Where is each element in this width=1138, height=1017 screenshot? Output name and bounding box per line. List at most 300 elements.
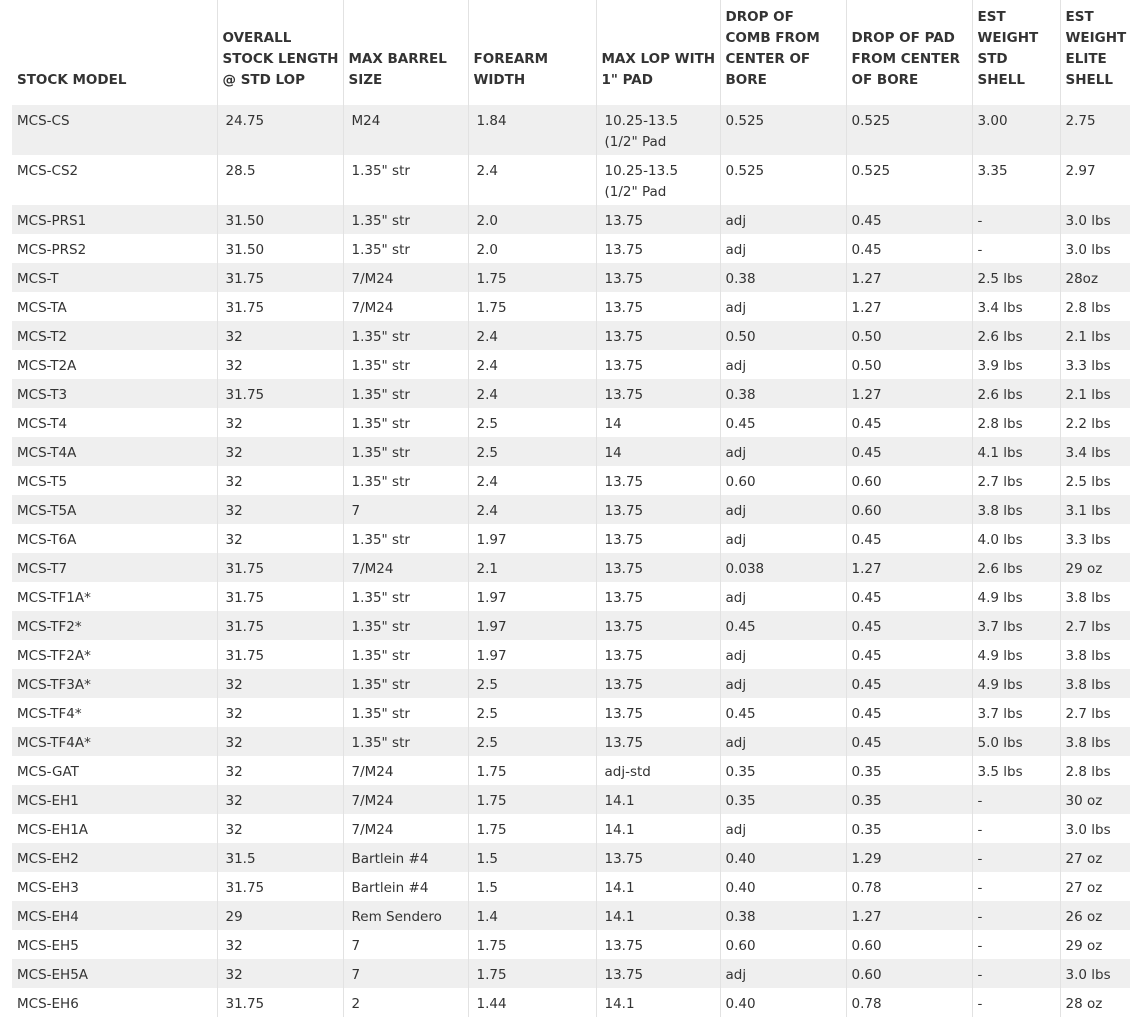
cell-stock-model: MCS-T5 [12, 466, 217, 495]
cell-barrel-size: 7/M24 [343, 814, 468, 843]
cell-drop-of-comb: 0.60 [720, 466, 846, 495]
cell-max-lop: 13.75 [596, 553, 720, 582]
cell-weight-elite: 3.3 lbs [1060, 524, 1130, 553]
cell-stock-model: MCS-TF2A* [12, 640, 217, 669]
cell-drop-of-comb: adj [720, 959, 846, 988]
table-row [12, 901, 1130, 930]
cell-weight-std: 2.6 lbs [972, 553, 1060, 582]
cell-max-lop: 14 [596, 408, 720, 437]
cell-drop-of-pad: 0.45 [846, 437, 972, 466]
table-row [12, 553, 1130, 582]
cell-stock-model: MCS-TA [12, 292, 217, 321]
cell-max-lop: 13.75 [596, 292, 720, 321]
cell-stock-model: MCS-T2 [12, 321, 217, 350]
table-row [12, 959, 1130, 988]
cell-overall-length: 31.75 [217, 872, 343, 901]
cell-drop-of-pad: 0.45 [846, 205, 972, 234]
cell-max-lop: 13.75 [596, 611, 720, 640]
cell-overall-length: 32 [217, 930, 343, 959]
cell-forearm-width: 2.5 [468, 669, 596, 698]
cell-max-lop: 13.75 [596, 350, 720, 379]
cell-max-lop: 14.1 [596, 785, 720, 814]
cell-weight-std: 2.6 lbs [972, 379, 1060, 408]
cell-weight-elite: 2.7 lbs [1060, 698, 1130, 727]
cell-stock-model: MCS-EH1 [12, 785, 217, 814]
cell-drop-of-pad: 0.45 [846, 234, 972, 263]
cell-barrel-size: 7/M24 [343, 263, 468, 292]
cell-barrel-size: Rem Sendero [343, 901, 468, 930]
cell-drop-of-pad: 0.45 [846, 669, 972, 698]
cell-barrel-size: Bartlein #4 [343, 843, 468, 872]
cell-weight-std: 4.9 lbs [972, 669, 1060, 698]
cell-weight-elite: 28oz [1060, 263, 1130, 292]
cell-weight-elite: 3.0 lbs [1060, 959, 1130, 988]
cell-drop-of-pad: 1.29 [846, 843, 972, 872]
cell-drop-of-comb: 0.50 [720, 321, 846, 350]
cell-barrel-size: 1.35" str [343, 155, 468, 205]
cell-max-lop: 13.75 [596, 234, 720, 263]
cell-weight-elite: 2.1 lbs [1060, 321, 1130, 350]
cell-drop-of-comb: 0.38 [720, 263, 846, 292]
cell-stock-model: MCS-CS [12, 105, 217, 155]
cell-weight-elite: 3.3 lbs [1060, 350, 1130, 379]
cell-overall-length: 32 [217, 959, 343, 988]
cell-barrel-size: 1.35" str [343, 379, 468, 408]
cell-weight-std: - [972, 901, 1060, 930]
cell-barrel-size: 1.35" str [343, 466, 468, 495]
header-max-barrel-size: MAX BARREL SIZE [343, 0, 468, 105]
cell-weight-std: - [972, 959, 1060, 988]
cell-stock-model: MCS-CS2 [12, 155, 217, 205]
cell-drop-of-pad: 0.45 [846, 524, 972, 553]
cell-stock-model: MCS-T3 [12, 379, 217, 408]
table-row [12, 524, 1130, 553]
cell-forearm-width: 1.44 [468, 988, 596, 1017]
cell-max-lop: 10.25-13.5 (1/2" Pad [596, 105, 720, 155]
cell-forearm-width: 1.5 [468, 872, 596, 901]
cell-weight-elite: 3.8 lbs [1060, 727, 1130, 756]
table-row [12, 582, 1130, 611]
cell-stock-model: MCS-T4A [12, 437, 217, 466]
cell-drop-of-pad: 0.35 [846, 814, 972, 843]
cell-weight-elite: 3.8 lbs [1060, 669, 1130, 698]
cell-forearm-width: 1.75 [468, 756, 596, 785]
table-row [12, 640, 1130, 669]
cell-stock-model: MCS-EH4 [12, 901, 217, 930]
cell-weight-std: 2.6 lbs [972, 321, 1060, 350]
cell-max-lop: 13.75 [596, 495, 720, 524]
cell-max-lop: 13.75 [596, 669, 720, 698]
cell-forearm-width: 1.97 [468, 611, 596, 640]
cell-barrel-size: 1.35" str [343, 234, 468, 263]
cell-drop-of-comb: 0.38 [720, 901, 846, 930]
cell-overall-length: 32 [217, 495, 343, 524]
cell-weight-elite: 2.8 lbs [1060, 292, 1130, 321]
cell-max-lop: 13.75 [596, 205, 720, 234]
cell-weight-elite: 3.0 lbs [1060, 205, 1130, 234]
cell-drop-of-comb: 0.35 [720, 785, 846, 814]
cell-weight-elite: 2.97 [1060, 155, 1130, 205]
cell-overall-length: 31.75 [217, 379, 343, 408]
cell-forearm-width: 2.5 [468, 408, 596, 437]
cell-stock-model: MCS-TF3A* [12, 669, 217, 698]
cell-barrel-size: 1.35" str [343, 582, 468, 611]
cell-max-lop: 14.1 [596, 814, 720, 843]
cell-drop-of-pad: 0.60 [846, 930, 972, 959]
cell-stock-model: MCS-T5A [12, 495, 217, 524]
cell-weight-elite: 2.1 lbs [1060, 379, 1130, 408]
cell-overall-length: 31.50 [217, 205, 343, 234]
cell-overall-length: 31.75 [217, 611, 343, 640]
table-row [12, 872, 1130, 901]
table-body [12, 105, 1130, 1017]
cell-weight-std: 3.7 lbs [972, 698, 1060, 727]
cell-drop-of-comb: 0.45 [720, 698, 846, 727]
cell-overall-length: 32 [217, 524, 343, 553]
cell-stock-model: MCS-EH5 [12, 930, 217, 959]
cell-drop-of-comb: adj [720, 205, 846, 234]
cell-forearm-width: 1.75 [468, 292, 596, 321]
cell-weight-std: 2.7 lbs [972, 466, 1060, 495]
cell-forearm-width: 2.4 [468, 321, 596, 350]
cell-drop-of-comb: 0.38 [720, 379, 846, 408]
stock-spec-table-container [12, 0, 1130, 1017]
cell-stock-model: MCS-TF2* [12, 611, 217, 640]
cell-stock-model: MCS-PRS2 [12, 234, 217, 263]
cell-stock-model: MCS-EH3 [12, 872, 217, 901]
cell-weight-std: 4.0 lbs [972, 524, 1060, 553]
cell-max-lop: 14.1 [596, 872, 720, 901]
cell-drop-of-pad: 0.45 [846, 611, 972, 640]
cell-overall-length: 31.50 [217, 234, 343, 263]
cell-overall-length: 32 [217, 437, 343, 466]
cell-overall-length: 32 [217, 350, 343, 379]
cell-overall-length: 32 [217, 727, 343, 756]
cell-drop-of-comb: adj [720, 437, 846, 466]
cell-drop-of-pad: 0.60 [846, 495, 972, 524]
cell-weight-std: - [972, 843, 1060, 872]
cell-weight-std: 4.9 lbs [972, 640, 1060, 669]
cell-weight-elite: 29 oz [1060, 553, 1130, 582]
cell-forearm-width: 1.75 [468, 263, 596, 292]
cell-barrel-size: 1.35" str [343, 524, 468, 553]
cell-weight-elite: 28 oz [1060, 988, 1130, 1017]
cell-drop-of-comb: 0.525 [720, 155, 846, 205]
cell-drop-of-pad: 0.35 [846, 785, 972, 814]
cell-barrel-size: 1.35" str [343, 437, 468, 466]
cell-drop-of-pad: 0.78 [846, 872, 972, 901]
cell-overall-length: 31.75 [217, 553, 343, 582]
cell-forearm-width: 2.4 [468, 155, 596, 205]
cell-overall-length: 32 [217, 669, 343, 698]
cell-max-lop: 13.75 [596, 379, 720, 408]
cell-weight-elite: 2.5 lbs [1060, 466, 1130, 495]
cell-drop-of-comb: 0.35 [720, 756, 846, 785]
table-row [12, 437, 1130, 466]
cell-barrel-size: 1.35" str [343, 698, 468, 727]
cell-overall-length: 24.75 [217, 105, 343, 155]
table-row [12, 205, 1130, 234]
cell-weight-std: 3.9 lbs [972, 350, 1060, 379]
cell-forearm-width: 1.75 [468, 930, 596, 959]
cell-drop-of-pad: 0.50 [846, 350, 972, 379]
cell-drop-of-comb: adj [720, 814, 846, 843]
cell-weight-std: - [972, 988, 1060, 1017]
cell-drop-of-comb: 0.40 [720, 872, 846, 901]
cell-overall-length: 28.5 [217, 155, 343, 205]
cell-weight-std: - [972, 872, 1060, 901]
cell-overall-length: 32 [217, 408, 343, 437]
cell-weight-std: 3.8 lbs [972, 495, 1060, 524]
cell-max-lop: 13.75 [596, 582, 720, 611]
cell-drop-of-comb: 0.40 [720, 843, 846, 872]
cell-stock-model: MCS-PRS1 [12, 205, 217, 234]
cell-weight-std: - [972, 234, 1060, 263]
cell-max-lop: 13.75 [596, 843, 720, 872]
cell-drop-of-comb: 0.038 [720, 553, 846, 582]
cell-stock-model: MCS-TF4* [12, 698, 217, 727]
cell-overall-length: 32 [217, 814, 343, 843]
header-overall-stock-length: OVERALL STOCK LENGTH @ STD LOP [217, 0, 343, 105]
table-row [12, 350, 1130, 379]
cell-drop-of-comb: 0.40 [720, 988, 846, 1017]
table-row [12, 814, 1130, 843]
cell-barrel-size: 1.35" str [343, 350, 468, 379]
cell-overall-length: 31.75 [217, 582, 343, 611]
cell-weight-elite: 30 oz [1060, 785, 1130, 814]
cell-weight-elite: 3.4 lbs [1060, 437, 1130, 466]
header-est-weight-elite: EST WEIGHT ELITE SHELL [1060, 0, 1130, 105]
table-row [12, 466, 1130, 495]
cell-weight-elite: 3.8 lbs [1060, 582, 1130, 611]
cell-forearm-width: 1.97 [468, 640, 596, 669]
cell-weight-elite: 2.75 [1060, 105, 1130, 155]
cell-max-lop: 10.25-13.5 (1/2" Pad [596, 155, 720, 205]
cell-weight-elite: 3.1 lbs [1060, 495, 1130, 524]
cell-max-lop: 13.75 [596, 959, 720, 988]
cell-max-lop: 13.75 [596, 930, 720, 959]
table-row [12, 785, 1130, 814]
cell-weight-std: 3.4 lbs [972, 292, 1060, 321]
cell-forearm-width: 2.5 [468, 698, 596, 727]
cell-max-lop: 13.75 [596, 524, 720, 553]
cell-forearm-width: 2.4 [468, 350, 596, 379]
cell-drop-of-comb: adj [720, 495, 846, 524]
cell-forearm-width: 1.84 [468, 105, 596, 155]
cell-barrel-size: 1.35" str [343, 640, 468, 669]
cell-max-lop: 13.75 [596, 640, 720, 669]
cell-weight-std: 3.5 lbs [972, 756, 1060, 785]
cell-drop-of-pad: 0.60 [846, 959, 972, 988]
cell-barrel-size: M24 [343, 105, 468, 155]
cell-stock-model: MCS-T [12, 263, 217, 292]
cell-drop-of-pad: 0.525 [846, 155, 972, 205]
table-row [12, 727, 1130, 756]
cell-drop-of-pad: 1.27 [846, 901, 972, 930]
cell-stock-model: MCS-EH1A [12, 814, 217, 843]
cell-drop-of-comb: adj [720, 234, 846, 263]
cell-drop-of-comb: 0.45 [720, 408, 846, 437]
cell-drop-of-comb: adj [720, 582, 846, 611]
header-drop-of-pad: DROP OF PAD FROM CENTER OF BORE [846, 0, 972, 105]
cell-drop-of-pad: 0.45 [846, 408, 972, 437]
cell-weight-std: 4.1 lbs [972, 437, 1060, 466]
cell-barrel-size: 7 [343, 495, 468, 524]
cell-stock-model: MCS-T2A [12, 350, 217, 379]
cell-forearm-width: 1.97 [468, 582, 596, 611]
cell-weight-std: 3.00 [972, 105, 1060, 155]
cell-forearm-width: 2.4 [468, 379, 596, 408]
cell-drop-of-pad: 1.27 [846, 263, 972, 292]
cell-forearm-width: 1.5 [468, 843, 596, 872]
cell-drop-of-pad: 0.45 [846, 727, 972, 756]
table-row [12, 669, 1130, 698]
cell-drop-of-comb: adj [720, 727, 846, 756]
table-header-row [12, 0, 1130, 105]
cell-weight-elite: 2.8 lbs [1060, 756, 1130, 785]
table-row [12, 292, 1130, 321]
cell-drop-of-pad: 0.45 [846, 640, 972, 669]
cell-drop-of-pad: 0.35 [846, 756, 972, 785]
cell-drop-of-pad: 0.60 [846, 466, 972, 495]
cell-weight-std: - [972, 814, 1060, 843]
cell-forearm-width: 1.75 [468, 959, 596, 988]
cell-max-lop: 14.1 [596, 901, 720, 930]
cell-max-lop: 13.75 [596, 321, 720, 350]
cell-stock-model: MCS-TF1A* [12, 582, 217, 611]
cell-max-lop: 13.75 [596, 727, 720, 756]
cell-overall-length: 32 [217, 321, 343, 350]
cell-barrel-size: 1.35" str [343, 205, 468, 234]
cell-overall-length: 32 [217, 698, 343, 727]
cell-stock-model: MCS-T4 [12, 408, 217, 437]
cell-barrel-size: 1.35" str [343, 408, 468, 437]
cell-stock-model: MCS-T7 [12, 553, 217, 582]
table-row [12, 495, 1130, 524]
cell-barrel-size: 7/M24 [343, 756, 468, 785]
cell-forearm-width: 2.4 [468, 495, 596, 524]
cell-weight-elite: 29 oz [1060, 930, 1130, 959]
cell-drop-of-comb: adj [720, 292, 846, 321]
table-row [12, 105, 1130, 155]
cell-barrel-size: 1.35" str [343, 611, 468, 640]
cell-forearm-width: 1.75 [468, 814, 596, 843]
header-stock-model: STOCK MODEL [17, 72, 127, 88]
header-max-lop: MAX LOP WITH 1" PAD [596, 0, 720, 105]
cell-forearm-width: 1.4 [468, 901, 596, 930]
table-row [12, 988, 1130, 1017]
cell-forearm-width: 1.97 [468, 524, 596, 553]
cell-weight-std: 4.9 lbs [972, 582, 1060, 611]
cell-drop-of-pad: 0.525 [846, 105, 972, 155]
cell-weight-elite: 27 oz [1060, 843, 1130, 872]
cell-max-lop: 14 [596, 437, 720, 466]
cell-drop-of-comb: adj [720, 524, 846, 553]
cell-weight-std: 2.8 lbs [972, 408, 1060, 437]
cell-weight-std: - [972, 205, 1060, 234]
table-row [12, 321, 1130, 350]
stock-spec-table [12, 0, 1130, 1017]
cell-drop-of-comb: adj [720, 640, 846, 669]
cell-forearm-width: 2.0 [468, 234, 596, 263]
header-forearm-width: FOREARM WIDTH [468, 0, 596, 105]
cell-drop-of-comb: adj [720, 669, 846, 698]
cell-weight-elite: 3.0 lbs [1060, 234, 1130, 263]
cell-stock-model: MCS-T6A [12, 524, 217, 553]
cell-overall-length: 32 [217, 466, 343, 495]
cell-max-lop: 14.1 [596, 988, 720, 1017]
cell-weight-std: 3.35 [972, 155, 1060, 205]
table-row [12, 843, 1130, 872]
cell-drop-of-pad: 0.45 [846, 582, 972, 611]
table-row [12, 930, 1130, 959]
cell-drop-of-comb: 0.525 [720, 105, 846, 155]
cell-weight-elite: 2.7 lbs [1060, 611, 1130, 640]
header-drop-of-comb: DROP OF COMB FROM CENTER OF BORE [720, 0, 846, 105]
cell-forearm-width: 2.5 [468, 727, 596, 756]
cell-overall-length: 31.75 [217, 988, 343, 1017]
cell-max-lop: 13.75 [596, 698, 720, 727]
cell-overall-length: 32 [217, 756, 343, 785]
cell-barrel-size: 1.35" str [343, 321, 468, 350]
table-row [12, 698, 1130, 727]
cell-forearm-width: 2.0 [468, 205, 596, 234]
cell-drop-of-pad: 0.50 [846, 321, 972, 350]
cell-stock-model: MCS-EH2 [12, 843, 217, 872]
table-row [12, 155, 1130, 205]
cell-weight-elite: 3.0 lbs [1060, 814, 1130, 843]
table-row [12, 408, 1130, 437]
table-row [12, 379, 1130, 408]
cell-weight-std: - [972, 785, 1060, 814]
cell-stock-model: MCS-TF4A* [12, 727, 217, 756]
cell-forearm-width: 2.4 [468, 466, 596, 495]
cell-stock-model: MCS-GAT [12, 756, 217, 785]
header-est-weight-std: EST WEIGHT STD SHELL [972, 0, 1060, 105]
cell-max-lop: 13.75 [596, 263, 720, 292]
cell-barrel-size: 1.35" str [343, 727, 468, 756]
cell-drop-of-comb: 0.60 [720, 930, 846, 959]
cell-barrel-size: 7/M24 [343, 292, 468, 321]
cell-forearm-width: 1.75 [468, 785, 596, 814]
cell-drop-of-pad: 0.78 [846, 988, 972, 1017]
cell-barrel-size: Bartlein #4 [343, 872, 468, 901]
cell-drop-of-comb: adj [720, 350, 846, 379]
cell-overall-length: 29 [217, 901, 343, 930]
cell-weight-elite: 27 oz [1060, 872, 1130, 901]
cell-weight-elite: 3.8 lbs [1060, 640, 1130, 669]
cell-forearm-width: 2.5 [468, 437, 596, 466]
cell-barrel-size: 7 [343, 959, 468, 988]
cell-overall-length: 32 [217, 785, 343, 814]
cell-barrel-size: 7/M24 [343, 785, 468, 814]
cell-barrel-size: 7 [343, 930, 468, 959]
cell-weight-std: - [972, 930, 1060, 959]
cell-stock-model: MCS-EH6 [12, 988, 217, 1017]
cell-barrel-size: 2 [343, 988, 468, 1017]
cell-drop-of-comb: 0.45 [720, 611, 846, 640]
cell-barrel-size: 1.35" str [343, 669, 468, 698]
cell-weight-std: 2.5 lbs [972, 263, 1060, 292]
cell-overall-length: 31.75 [217, 292, 343, 321]
cell-stock-model: MCS-EH5A [12, 959, 217, 988]
cell-max-lop: adj-std [596, 756, 720, 785]
cell-overall-length: 31.75 [217, 263, 343, 292]
cell-overall-length: 31.75 [217, 640, 343, 669]
cell-weight-std: 3.7 lbs [972, 611, 1060, 640]
cell-barrel-size: 7/M24 [343, 553, 468, 582]
cell-max-lop: 13.75 [596, 466, 720, 495]
